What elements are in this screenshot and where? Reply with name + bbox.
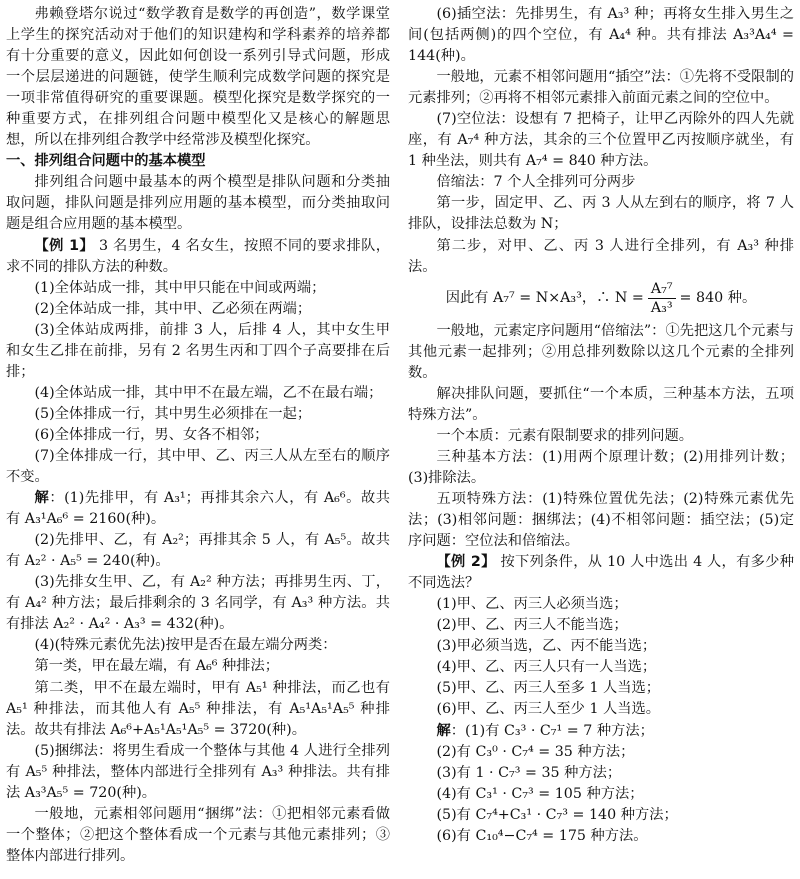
solution-1-text: ：(1)先排甲，有 A₃¹；再排其余六人，有 A₆⁶。故共有 A₃¹A₆⁶ = 2160(种)。: [6, 490, 390, 528]
method-para: 五项特殊方法：(1)特殊位置优先法；(2)特殊元素优先法；(3)相邻问题：捆绑法；(4)不相邻问题：插空法；(5)定序问题：空位法和倍缩法。: [408, 490, 794, 550]
example-2-item: (3)甲必须当选，乙、丙不能当选；: [436, 638, 657, 655]
section-paragraph: 排列组合问题中最基本的两个模型是排队问题和分类抽取问题，排队问题是排列应用题的基本模型，而分类抽取问题是组合应用题的基本模型。: [6, 174, 390, 233]
solution-1-para: (5)捆绑法：将男生看成一个整体与其他 4 人进行全排列有 A₅⁵ 种排法，整体内部进行全排列有 A₃³ 种排法。共有排法 A₃³A₅⁵ = 720(种)。: [6, 742, 390, 801]
method-para: 第二步，对甲、乙、丙 3 人进行全排列，有 A₃³ 种排法。: [408, 237, 794, 275]
example-1-item: (6)全体排成一行，男、女各不相邻；: [34, 426, 269, 443]
example-2-item: (2)甲、乙、丙三人不能当选；: [436, 617, 628, 634]
example-1-item: (1)全体站成一排，其中甲只能在中间或两端；: [34, 279, 326, 296]
formula-numerator: A₇⁷: [648, 280, 676, 299]
example-1-label: 【例 1】: [34, 237, 95, 254]
left-column: [6, 4, 390, 867]
example-1-item: (2)全体站成一排，其中甲、乙必须在两端；: [34, 300, 312, 317]
example-2-label: 【例 2】: [436, 554, 496, 571]
solution-2-text: ：(1)有 C₃³ · C₇¹ = 7 种方法；: [450, 722, 654, 739]
solution-2-item: (4)有 C₃¹ · C₇³ = 105 种方法；: [436, 785, 644, 802]
formula-suffix: = 840 种。: [679, 289, 757, 306]
example-2-item: (1)甲、乙、丙三人必须当选；: [436, 596, 628, 613]
solution-1-para: 一般地，元素相邻问题用“捆绑”法：①把相邻元素看做一个整体；②把这个整体看成一个元素与其他元素排列；③整体内部进行排列。: [6, 805, 390, 864]
solution-1-para: [6, 488, 390, 530]
formula-prefix: 因此有 A₇⁷ = N×A₃³，∴ N =: [445, 289, 644, 306]
example-1-text: 3 名男生，4 名女生，按照不同的要求排队，求不同的排队方法的种数。: [6, 237, 390, 275]
method-para: (7)空位法：设想有 7 把椅子，让甲乙丙除外的四人先就座，有 A₇⁴ 种方法，其余的三个位置甲乙丙按顺序就坐，有 1 种坐法，则共有 A₇⁴ = 840 种方法。: [408, 111, 794, 170]
solution-2-item: (6)有 C₁₀⁴−C₇⁴ = 175 种方法。: [436, 827, 648, 844]
section-heading: 一、排列组合问题中的基本模型: [6, 153, 206, 170]
solution-1-para: 第一类，甲在最左端，有 A₆⁶ 种排法；: [34, 658, 280, 675]
solution-2-label: 解: [436, 722, 451, 739]
method-para: 一般地，元素不相邻问题用“插空”法：①先将不受限制的元素排列；②再将不相邻元素排入前面元素之间的空位中。: [408, 69, 794, 107]
solution-2-item: (5)有 C₇⁴+C₃¹ · C₇³ = 140 种方法；: [436, 806, 678, 823]
solution-2-item: [408, 721, 794, 742]
method-para: 第一步，固定甲、乙、丙 3 人从左到右的顺序，将 7 人排队，设排法总数为 N；: [408, 195, 794, 233]
example-1-item: (7)全体排成一行，其中甲、乙、丙三人从左至右的顺序不变。: [6, 447, 390, 486]
intro-paragraph: 弗赖登塔尔说过“数学教育是数学的再创造”，数学课堂上学生的探究活动对于他们的知识建构和学科素养的培养都有十分重要的意义，因此如何创设一系列引导式问题，形成一个层层递进的问题链，使学生顺利完成数学问题的探究是一项非常值得研究的重要课题。模型化探究是数学探究的一种重要方式，在排列组合问题中模型化又是核心的解题思想，所以在排列组合教学中经常涉及模型化探究。: [6, 6, 390, 149]
solution-1-para: (2)先排甲、乙，有 A₂²；再排其余 5 人，有 A₅⁵。故共有 A₂² · A₅⁵ = 240(种)。: [6, 532, 390, 570]
example-2-item: (4)甲、乙、丙三人只有一人当选；: [436, 659, 657, 676]
method-para: (6)插空法：先排男生，有 A₃³ 种；再将女生排入男生之间(包括两侧)的四个空位，有 A₄⁴ 种。共有排法 A₃³A₄⁴ = 144(种)。: [408, 6, 794, 65]
example-2-text: 按下列条件，从 10 人中选出 4 人，有多少种不同选法？: [408, 554, 794, 592]
formula-denominator: A₃³: [650, 299, 673, 316]
solution-2-item: (3)有 1 · C₇³ = 35 种方法；: [436, 764, 622, 781]
example-2-item: (6)甲、乙、丙三人至少 1 人当选。: [436, 701, 661, 718]
solution-1-para: (4)(特殊元素优先法)按甲是否在最左端分两类：: [34, 637, 337, 654]
example-2: [408, 552, 794, 594]
formula-line: [408, 280, 794, 317]
example-1-item: (3)全体站成两排，前排 3 人，后排 4 人，其中女生甲和女生乙排在前排，另有 2 名男生丙和丁四个子高要排在后排；: [6, 321, 390, 380]
solution-1-para: 第二类，甲不在最左端时，甲有 A₅¹ 种排法，而乙也有 A₅¹ 种排法，而其他人有 A₅⁵ 种排法，有 A₅¹A₅¹A₅⁵ 种排法。故共有排法 A₆⁶+A₅¹A₅¹A₅⁵ = 3720(种)。: [6, 679, 390, 738]
method-para: 解决排队问题，要抓住“一个本质，三种基本方法，五项特殊方法”。: [408, 385, 794, 423]
method-para: 倍缩法：7 个人全排列可分两步: [436, 174, 636, 191]
right-column: [408, 4, 794, 847]
formula-fraction: [648, 280, 676, 317]
example-1: [6, 236, 390, 278]
solution-1-label: 解: [34, 490, 50, 507]
example-2-item: (5)甲、乙、丙三人至多 1 人当选；: [436, 680, 661, 697]
solution-2-item: (2)有 C₃⁰ · C₇⁴ = 35 种方法；: [436, 743, 635, 760]
method-para: 一般地，元素定序问题用“倍缩法”：①先把这几个元素与其他元素一起排列；②用总排列数除以这几个元素的全排列数。: [408, 322, 794, 381]
solution-1-para: (3)先排女生甲、乙，有 A₂² 种方法；再排男生丙、丁，有 A₄² 种方法；最后排剩余的 3 名同学，有 A₃³ 种方法。共有排法 A₂² · A₄² · A₃³ = 432(种)。: [6, 574, 390, 633]
method-para: 三种基本方法：(1)用两个原理计数；(2)用排列计数；(3)排除法。: [408, 448, 794, 486]
example-1-item: (5)全体排成一行，其中男生必须排在一起；: [34, 405, 312, 422]
method-para: 一个本质：元素有限制要求的排列问题。: [436, 427, 694, 444]
example-1-item: (4)全体站成一排，其中甲不在最左端，乙不在最右端；: [34, 384, 383, 401]
